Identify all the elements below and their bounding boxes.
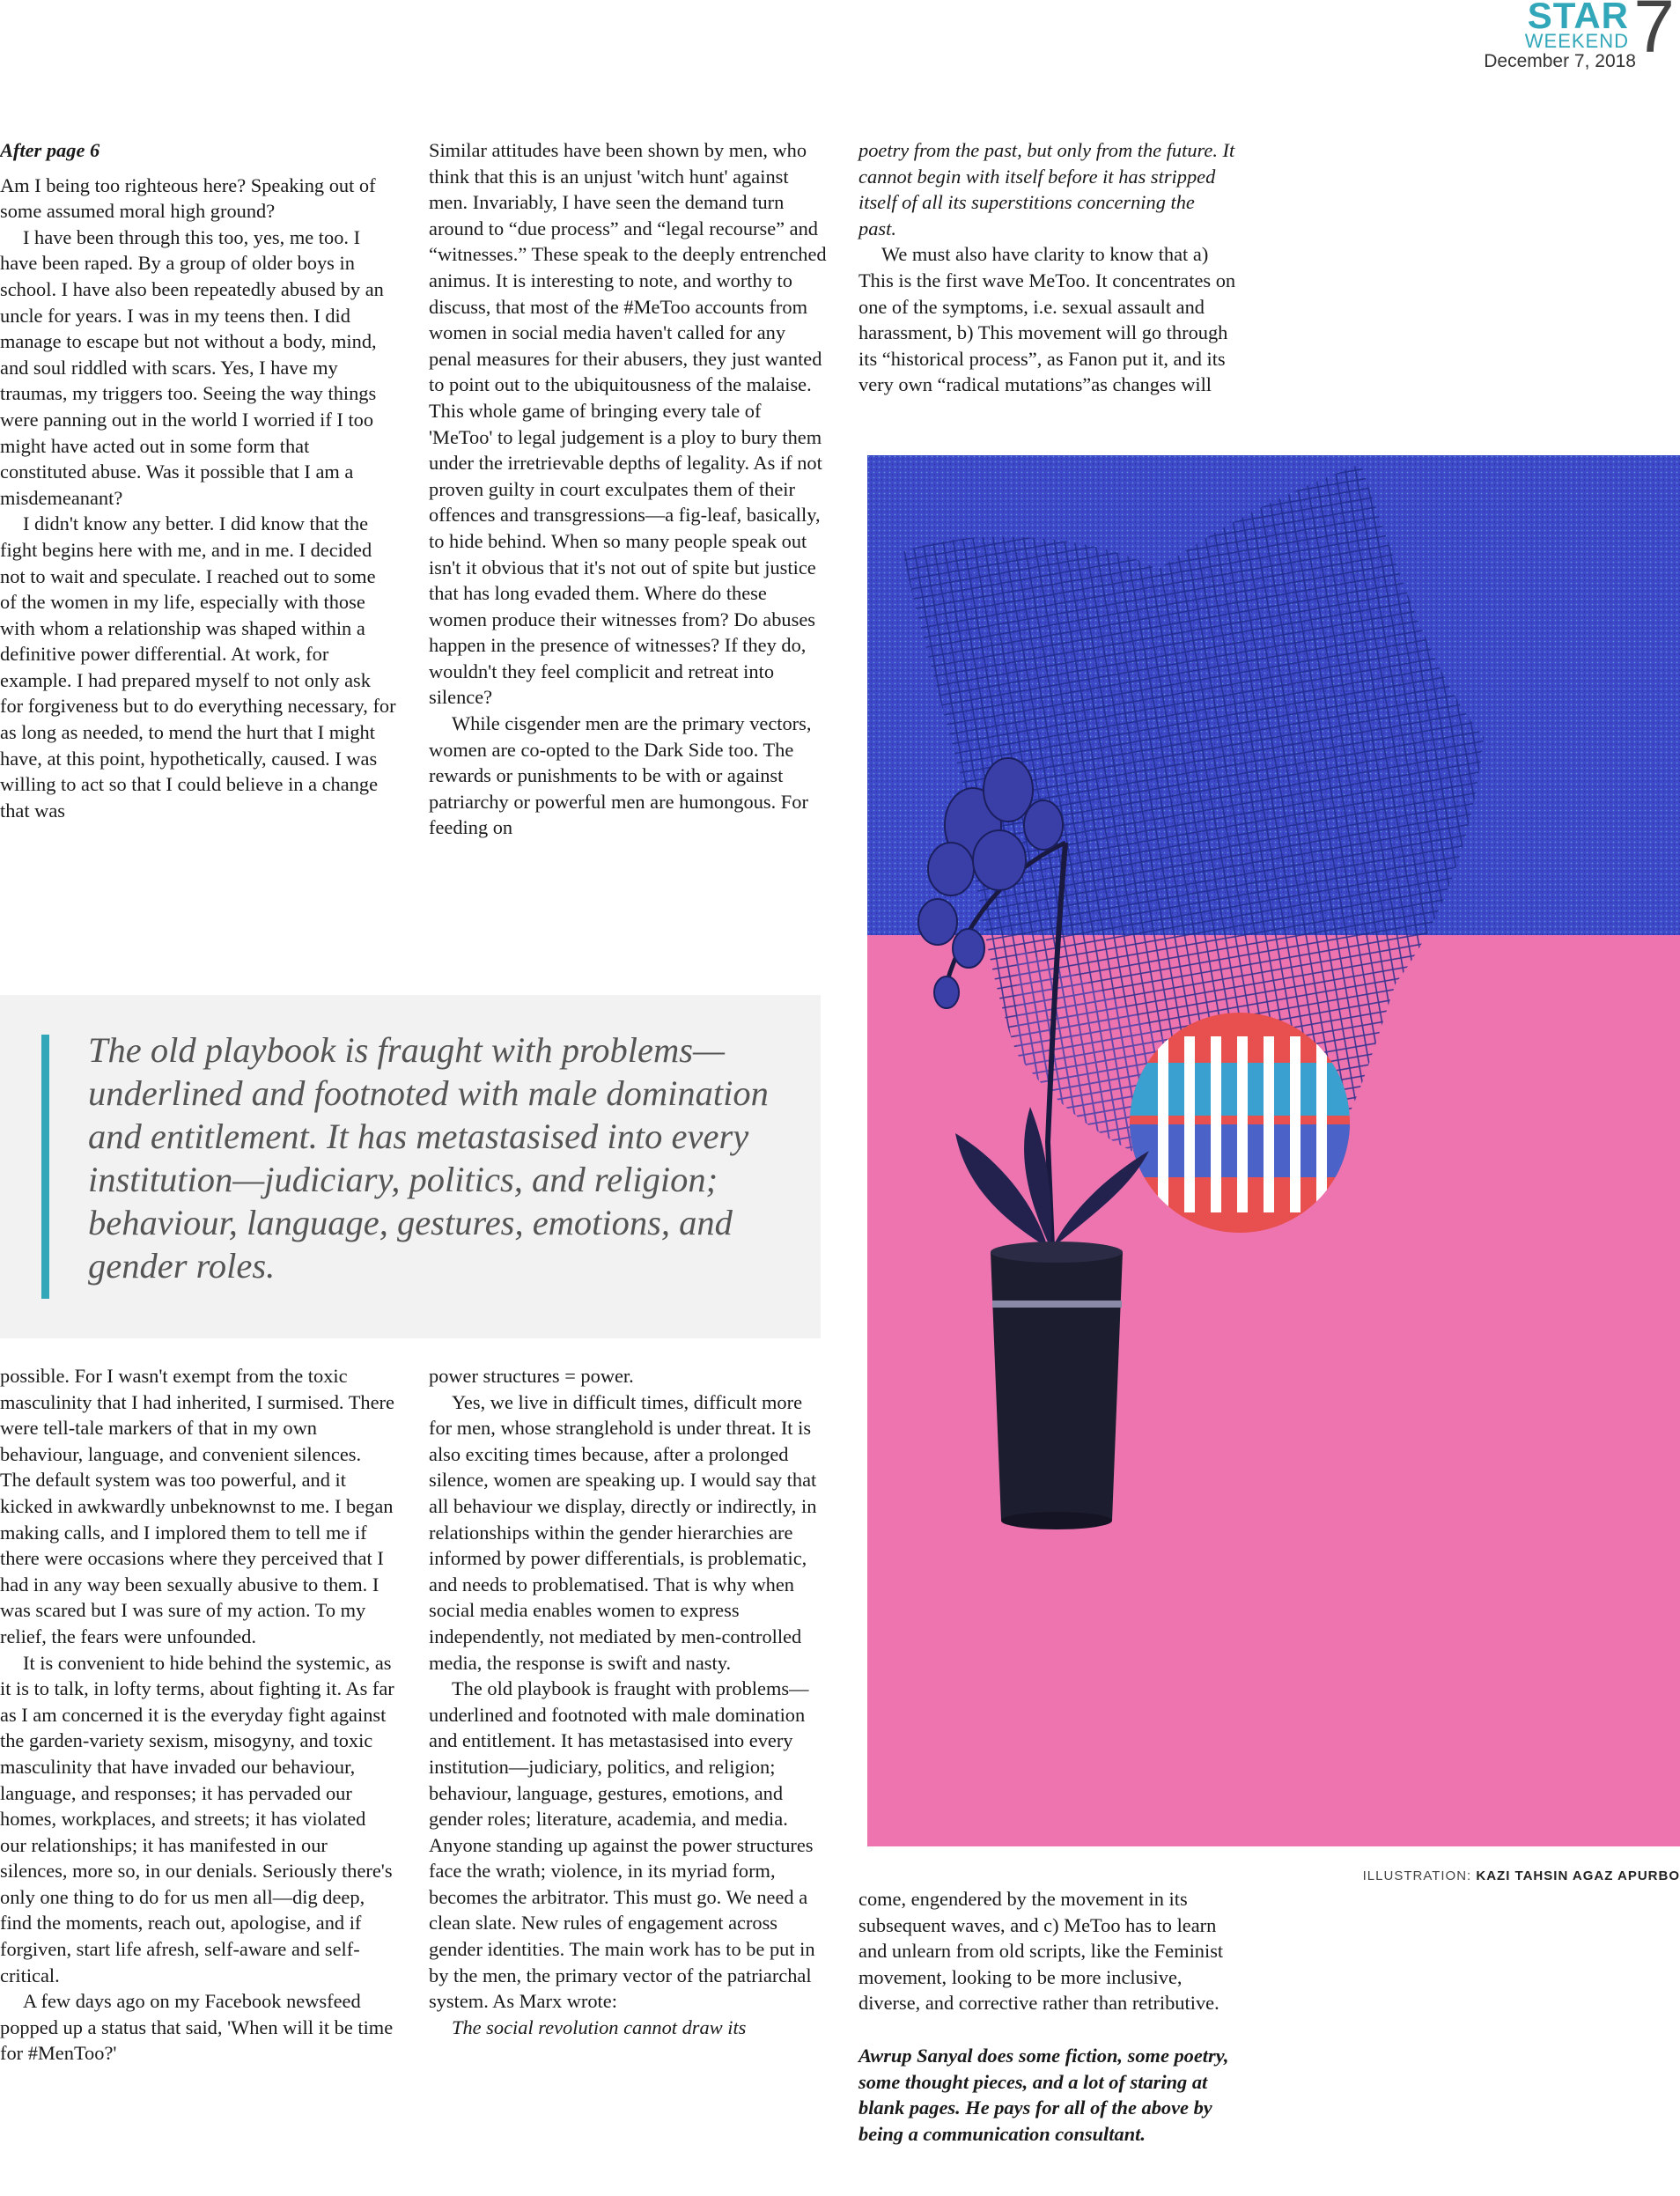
kicker: After page 6 — [0, 139, 100, 161]
paragraph: I have been through this too, yes, me too. I have been raped. By a group of older boys in school. I have also been repeatedly abused by an uncle for years. I was in my teens then. I did manage to escape but not without a body, mind, and soul riddled with scars. Yes, I have my traumas, my triggers too. Seeing the way things were panning out in the world I worried if I too might have acted out in some form that constituted abuse. Was it possible that I am a misdemeanant? — [0, 225, 384, 509]
column-2-top — [429, 137, 827, 841]
column-2-bottom — [429, 1363, 827, 2040]
flower-pot — [991, 1252, 1123, 1521]
column-1-bottom — [0, 1363, 396, 2067]
glitch-disc — [1130, 1013, 1350, 1233]
paragraph: possible. For I wasn't exempt from the toxic masculinity that I had inherited, I surmised. There were tell-tale markers of that in my own behaviour, language, and convenient silences. The default system was too powerful, and it kicked in awkwardly unbeknownst to me. I began making calls, and I implored them to tell me if there were occasions where they perceived that I had in any way been sexually abusive to them. I was scared but I was sure of my action. To my relief, the fears were unfounded. — [0, 1365, 394, 1647]
paragraph: We must also have clarity to know that a) This is the first wave MeToo. It concentrates on one of the symptoms, i.e. sexual assault and harassment, b) This movement will go through its “historical process”, as Fanon put it, and its very own “radical mutations”as changes will — [858, 243, 1236, 396]
paragraph: A few days ago on my Facebook newsfeed popped up a status that said, 'When will it be time for #MenToo?' — [0, 1990, 394, 2065]
paragraph: Similar attitudes have been shown by men, who think that this is an unjust 'witch hunt' against men. Invariably, I have seen the demand turn around to “due process” and “legal recourse” and “witnesses.” These speak to the deeply entrenched animus. It is interesting to note, and worthy to discuss, that most of the #MeToo accounts from women in social media haven't called for any penal measures for their abusers, they just wanted to point out to the ubiquitousness of the malaise. This whole game of bringing every tale of 'MeToo' to legal judgement is a ploy to bury them under the irretrievable depths of legality. As if not proven guilty in court exculpates them of their offences and transgressions—a fig-leaf, basically, to hide behind. When so many people speak out isn't it obvious that it's not out of spite but justice that has long evaded them. Where do these women produce their witnesses from? Do abuses happen in the presence of witnesses? If they do, wouldn't they feel complicit and retreat into silence? — [429, 139, 827, 709]
section-name: WEEKEND — [1524, 30, 1629, 52]
paragraph: power structures = power. — [429, 1365, 634, 1387]
author-bio: Awrup Sanyal does some fiction, some poetry, some thought pieces, and a lot of staring at blank pages. He pays for all of the above by being a communication consultant. — [858, 2044, 1229, 2145]
illustration-credit — [1363, 1868, 1680, 1883]
marx-quote: poetry from the past, but only from the future. It cannot begin with itself before it has stripped itself of all its superstitions concerning the past. — [858, 139, 1235, 239]
credit-label: ILLUSTRATION: — [1362, 1868, 1472, 1883]
paragraph: While cisgender men are the primary vectors, women are co-opted to the Dark Side too. The rewards or punishments to be with or against patriarchy or powerful men are humongous. For feeding on — [429, 712, 812, 839]
masthead — [1451, 0, 1680, 79]
brand-logo: STAR — [1527, 0, 1629, 36]
paragraph: Am I being too righteous here? Speaking out of some assumed moral high ground? — [0, 173, 376, 223]
pull-quote-box — [0, 995, 821, 1338]
orchid-net-illustration-icon — [867, 455, 1680, 1846]
column-1-top — [0, 137, 396, 823]
pull-quote-text: The old playbook is fraught with problems—underlined and footnoted with male domination and entitlement. It has metastasised into every institution—judiciary, politics, and religion; behaviour, language, gestures, emotions, and gender roles. — [88, 1030, 769, 1286]
marx-quote-start: The social revolution cannot draw its — [452, 2015, 747, 2038]
paragraph: It is convenient to hide behind the systemic, as it is to talk, in lofty terms, about fighting it. As far as I am concerned it is the everyday fight against the garden-variety sexism, misogyny, and toxic masculinity that have invaded our behaviour, language, and responses; it has pervaded our homes, workplaces, and streets; it has violated our relationships; it has manifested in our silences, more so, in our denials. Seriously there's only one thing to do for us men all—dig deep, find the moments, reach out, apologise, and if forgiven, start life afresh, self-aware and self-critical. — [0, 1651, 394, 1986]
credit-name: KAZI TAHSIN AGAZ APURBO — [1476, 1868, 1680, 1883]
paragraph: I didn't know any better. I did know that the fight begins here with me, and in me. I decided not to wait and speculate. I reached out to some of the women in my life, especially with those with whom a relationship was shaped within a definitive power differential. At work, for example. I had prepared myself to not only ask for forgiveness but to do everything necessary, for as long as needed, to mend the hurt that I might have, at this point, hypothetically, caused. I was willing to act so that I could believe in a change that was — [0, 512, 396, 822]
illustration — [867, 455, 1680, 1846]
issue-date: December 7, 2018 — [1484, 51, 1636, 71]
paragraph: Yes, we live in difficult times, difficult more for men, whose stranglehold is under threat. It is also exciting times because, after a prolonged silence, women are speaking up. I would say that all behaviour we display, directly or indirectly, in relationships within the gender hierarchies are informed by power differentials, is problematic, and needs to problematised. That is why when social media enables women to express independently, not mediated by men-controlled media, the response is swift and nasty. — [429, 1390, 817, 1674]
paragraph: come, engendered by the movement in its subsequent waves, and c) MeToo has to learn and unlearn from old scripts, like the Feminist movement, looking to be more inclusive, diverse, and corrective rather than retributive. — [858, 1888, 1224, 2015]
page-number: 7 — [1633, 0, 1675, 68]
column-3-top — [858, 137, 1237, 398]
pull-quote-bar — [41, 1035, 49, 1299]
paragraph: The old playbook is fraught with problems—underlined and footnoted with male domination and entitlement. It has metastasised into every institution—judiciary, politics, and religion; behaviour, language, gestures, emotions, and gender roles; literature, academia, and media. Anyone standing up against the power structures face the wrath; violence, in its myriad form, becomes the arbitrator. This must go. We need a clean slate. New rules of engagement across gender identities. The main work has to be put in by the men, the primary vector of the patriarchal system. As Marx wrote: — [429, 1677, 815, 2013]
column-3-bottom — [858, 1886, 1237, 2147]
